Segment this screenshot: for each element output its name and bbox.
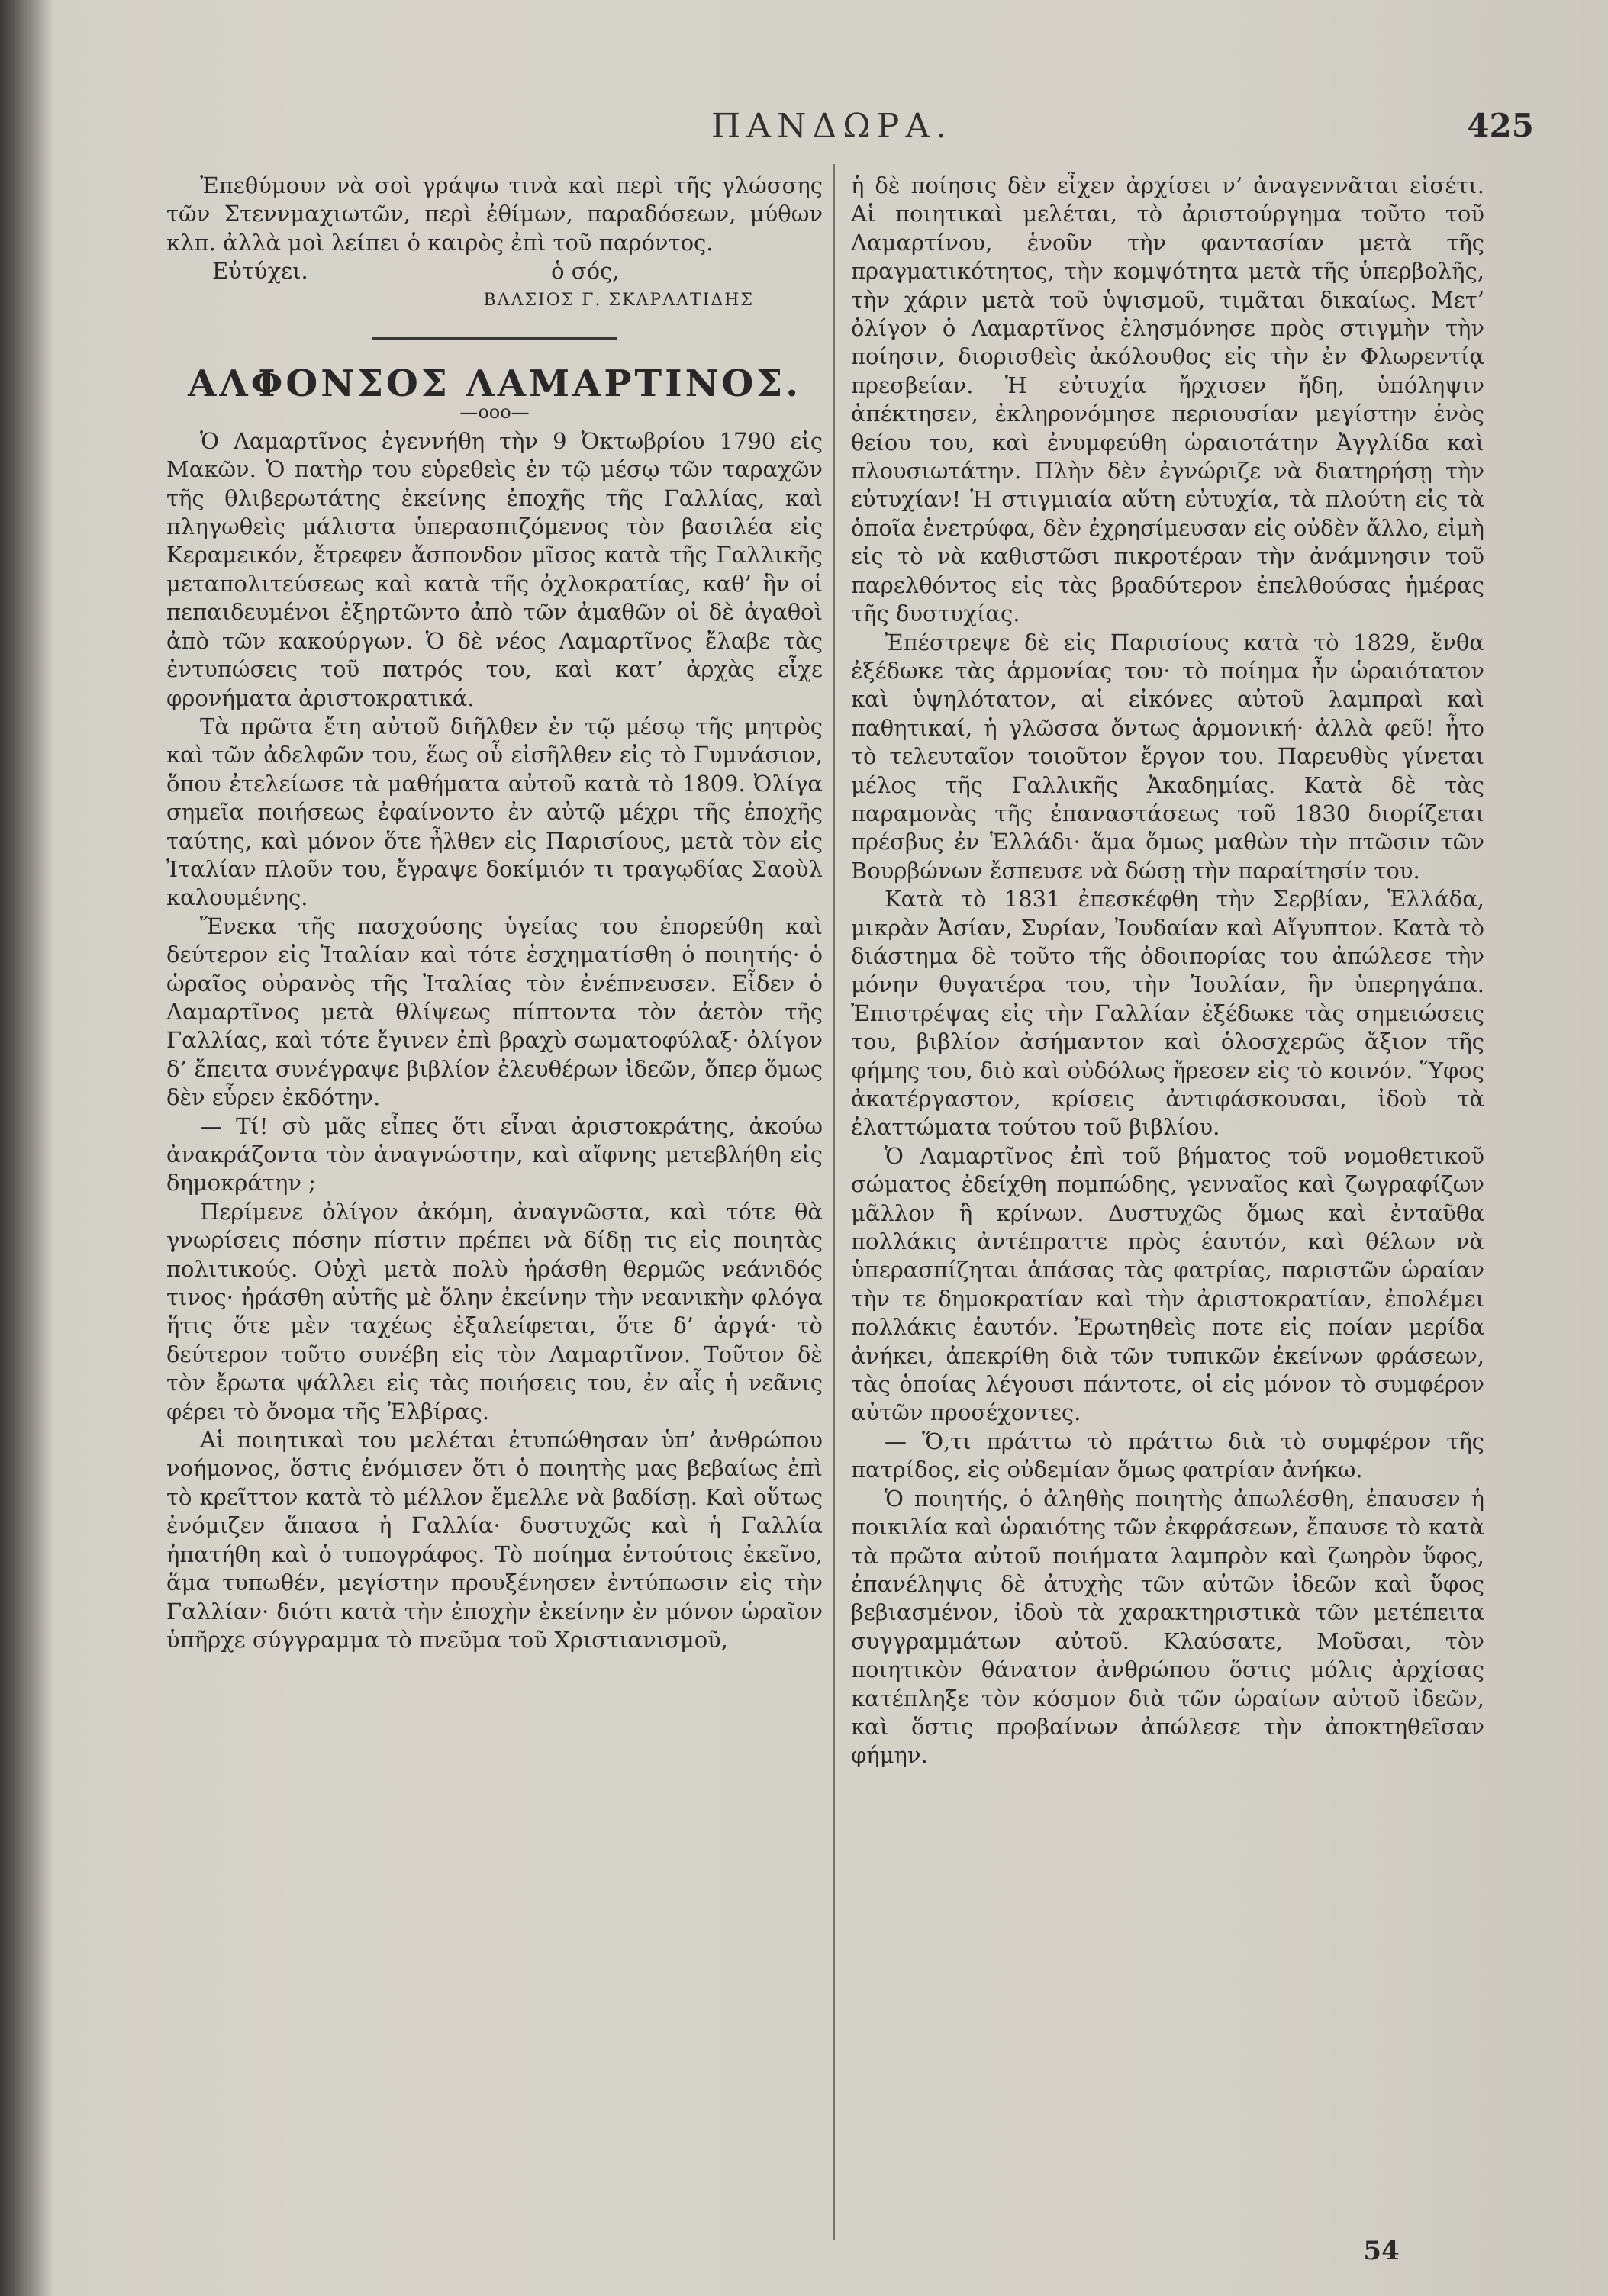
section-separator-rule [372, 337, 617, 340]
article-paragraph: Αἱ ποιητικαὶ του μελέται ἐτυπώθησαν ὑπ’ ἀνθρώπου νοήμονος, ὅστις ἐνόμισεν ὅτι ὁ ποιητὴς μας βεβαίως ἐπὶ τὸ κρεῖττον κατὰ τὸ μέλλον ἔμελλε νὰ βαδίσῃ. Καὶ οὕτως ἐνόμιζεν ἅπασα ἡ Γαλλία· δυστυχῶς καὶ ἡ Γαλλία ἠπατήθη καὶ ὁ τυπογράφος. Τὸ ποίημα ἐντούτοις ἐκεῖνο, ἅμα τυπωθέν, μεγίστην προυξένησεν ἐντύπωσιν εἰς τὴν Γαλλίαν· διότι κατὰ τὴν ἐποχὴν ἐκείνην ἐν μόνον ὡραῖον ὑπῆρχε σύγγραμμα τὸ πνεῦμα τοῦ Χριστιανισμοῦ, [166, 1427, 823, 1653]
signoff-yours: ὁ σός, [551, 258, 620, 285]
column-divider [833, 164, 835, 2240]
article-quote: — Ὅ,τι πράττω τὸ πράττω διὰ τὸ συμφέρον τῆς πατρίδος, εἰς οὐδεμίαν ὅμως φατρίαν ἀνήκω. [851, 1428, 1484, 1483]
printer-signature-mark: 54 [1363, 2236, 1400, 2266]
book-binding-edge [0, 0, 53, 2296]
article-paragraph: Τὰ πρῶτα ἔτη αὐτοῦ διῆλθεν ἐν τῷ μέσῳ τῆς μητρὸς καὶ τῶν ἀδελφῶν του, ἕως οὗ εἰσῆλθεν εἰς τὸ Γυμνάσιον, ὅπου ἐτελείωσε τὰ μαθήματα αὐτοῦ κατὰ τὸ 1809. Ὀλίγα σημεῖα ποιήσεως ἐφαίνοντο ἐν αὐτῷ μέχρι τῆς ἐποχῆς ταύτης, καὶ μόνον ὅτε ἦλθεν εἰς Παρισίους, μετὰ τὸν εἰς Ἰταλίαν πλοῦν του, ἔγραψε δοκίμιόν τι τραγῳδίας Σαοὺλ καλουμένης. [166, 713, 823, 911]
page-number: 425 [1467, 107, 1534, 144]
letter-author: ΒΛΑΣΙΟΣ Γ. ΣΚΑΡΛΑΤΙΔΗΣ [483, 290, 754, 310]
article-paragraph: Κατὰ τὸ 1831 ἐπεσκέφθη τὴν Σερβίαν, Ἑλλάδα, μικρὰν Ἀσίαν, Συρίαν, Ἰουδαίαν καὶ Αἴγυπτον. Κατὰ τὸ διάστημα δὲ τοῦτο τῆς ὁδοιπορίας του ἀπώλεσε τὴν μόνην θυγατέρα του, τὴν Ἰουλίαν, ἣν ὑπερηγάπα. Ἐπιστρέψας εἰς τὴν Γαλλίαν ἐξέδωκε τὰς σημειώσεις του, βιβλίον ἀσήμαντον καὶ ὁλοσχερῶς ἄξιον τῆς φήμης του, διὸ καὶ οὐδόλως ἤρεσεν εἰς τὸ κοινόν. Ὕφος ἀκατέργαστον, κρίσεις ἀντιφάσκουσαι, ἰδοὺ τὰ ἐλαττώματα τούτου τοῦ βιβλίου. [851, 886, 1484, 1141]
left-column [166, 172, 823, 2232]
article-paragraph: Ὁ Λαμαρτῖνος ἐγεννήθη τὴν 9 Ὀκτωβρίου 1790 εἰς Μακῶν. Ὁ πατὴρ του εὑρεθεὶς ἐν τῷ μέσῳ τῶν ταραχῶν τῆς θλιβερωτάτης ἐκείνης ἐποχῆς τῆς Γαλλίας, καὶ πληγωθεὶς μάλιστα ὑπερασπιζόμενος τὸν βασιλέα εἰς Κεραμεικόν, ἔτρεφεν ἄσπονδον μῖσος κατὰ τῆς Γαλλικῆς μεταπολιτεύσεως καὶ κατὰ τῆς ὀχλοκρατίας, καθ’ ἣν οἱ πεπαιδευμένοι ἐξηρτῶντο ἀπὸ τῶν ἀμαθῶν οἱ δὲ ἀγαθοὶ ἀπὸ τῶν κακούργων. Ὁ δὲ νέος Λαμαρτῖνος ἔλαβε τὰς ἐντυπώσεις τοῦ πατρός του, καὶ κατ’ ἀρχὰς εἶχε φρονήματα ἀριστοκρατικά. [166, 427, 823, 711]
article-paragraph: Ἕνεκα τῆς πασχούσης ὑγείας του ἐπορεύθη καὶ δεύτερον εἰς Ἰταλίαν καὶ τότε ἐσχηματίσθη ὁ ποιητής· ὁ ὡραῖος οὐρανὸς τῆς Ἰταλίας τὸν ἐνέπνευσεν. Εἶδεν ὁ Λαμαρτῖνος μετὰ θλίψεως πίπτοντα τὸν ἀετὸν τῆς Γαλλίας, καὶ τότε ἔγινεν ἐπὶ βραχὺ σωματοφύλαξ· ὀλίγον δ’ ἔπειτα συνέγραψε βιβλίον ἐλευθέρων ἰδεῶν, ὅπερ ὅμως δὲν εὗρεν ἐκδότην. [166, 913, 823, 1111]
running-header-title: ΠΑΝΔΩΡΑ. [711, 107, 953, 146]
article-paragraph: Ἐπέστρεψε δὲ εἰς Παρισίους κατὰ τὸ 1829, ἔνθα ἐξέδωκε τὰς ἁρμονίας του· τὸ ποίημα ἦν ὡραιότατον καὶ ὑψηλότατον, αἱ εἰκόνες αὐτοῦ λαμπραὶ καὶ παθητικαί, ἡ γλῶσσα ὄντως ἁρμονική· ἀλλὰ φεῦ! ἦτο τὸ τελευταῖον τοιοῦτον ἔργον του. Παρευθὺς γίνεται μέλος τῆς Γαλλικῆς Ἀκαδημίας. Κατὰ δὲ τὰς παραμονὰς τῆς ἐπαναστάσεως τοῦ 1830 διορίζεται πρέσβυς ἐν Ἑλλάδι· ἅμα ὅμως μαθὼν τὴν πτῶσιν τῶν Βουρβώνων ἔσπευσε νὰ δώσῃ τὴν παραίτησίν του. [851, 629, 1484, 884]
right-column [851, 172, 1484, 2232]
article-paragraph: Ὁ Λαμαρτῖνος ἐπὶ τοῦ βήματος τοῦ νομοθετικοῦ σώματος ἐδείχθη πομπώδης, γενναῖος καὶ ζωγραφίζων μᾶλλον ἢ κρίνων. Δυστυχῶς ὅμως καὶ ἐνταῦθα πολλάκις ἀντέπραττε πρὸς ἑαυτόν, καὶ θέλων νὰ ὑπερασπίζηται ἁπάσας τὰς φατρίας, παριστῶν ὡραίαν τὴν τε δημοκρατίαν καὶ τὴν ἀριστοκρατίαν, ἐπολέμει πολλάκις ἑαυτόν. Ἐρωτηθεὶς ποτε εἰς ποίαν μερίδα ἀνήκει, ἀπεκρίθη διὰ τῶν τυπικῶν ἐκείνων φράσεων, τὰς ὁποίας λέγουσι πάντοτε, οἱ εἰς μόνον τὸ συμφέρον αὐτῶν προσέχοντες. [851, 1142, 1484, 1426]
letter-signoff [166, 257, 823, 285]
article-paragraph: — Τί! σὺ μᾶς εἶπες ὅτι εἶναι ἀριστοκράτης, ἀκούω ἀνακράζοντα τὸν ἀναγνώστην, καὶ αἴφνης μετεβλήθη εἰς δημοκράτην ; [166, 1113, 823, 1196]
article-headline: ΑΛΦΟΝΣΟΣ ΛΑΜΑΡΤΙΝΟΣ. [188, 362, 801, 406]
headline-ornament: —οοο— [459, 401, 530, 423]
article-paragraph-continued: ἡ δὲ ποίησις δὲν εἶχεν ἀρχίσει ν’ ἀναγεννᾶται εἰσέτι. Αἱ ποιητικαὶ μελέται, τὸ ἀριστούργημα τοῦτο τοῦ Λαμαρτίνου, ἑνοῦν τὴν φαντασίαν μετὰ τῆς πραγματικότητος, τὴν κομψότητα μετὰ τῆς ὑπερβολῆς, τὴν χάριν μετὰ τοῦ ὑψισμοῦ, τιμᾶται δικαίως. Μετ’ ὀλίγον ὁ Λαμαρτῖνος ἐλησμόνησε πρὸς στιγμὴν τὴν ποίησιν, διορισθεὶς ἀκόλουθος εἰς τὴν ἐν Φλωρεντίᾳ πρεσβείαν. Ἡ εὐτυχία ἤρχισεν ἤδη, ὑπόληψιν ἀπέκτησεν, ἐκληρονόμησε περιουσίαν μεγίστην ἑνὸς θείου του, καὶ ἐνυμφεύθη ὡραιοτάτην Ἀγγλίδα καὶ πλουσιωτάτην. Πλὴν δὲν ἐγνώριζε νὰ διατηρήσῃ τὴν εὐτυχίαν! Ἡ στιγμιαία αὕτη εὐτυχία, τὰ πλούτη εἰς τὰ ὁποῖα ἐνετρύφα, δὲν ἐχρησίμευσαν εἰς οὐδὲν ἄλλο, εἰμὴ εἰς τὸ νὰ καθιστῶσι πικροτέραν τὴν ἀνάμνησιν τοῦ παρελθόντος εἰς τὰς βραδύτερον ἐπελθούσας ἡμέρας τῆς δυστυχίας. [851, 172, 1484, 627]
letter-closing-paragraph: Ἐπεθύμουν νὰ σοὶ γράψω τινὰ καὶ περὶ τῆς γλώσσης τῶν Στεννμαχιωτῶν, περὶ ἐθίμων, παραδόσεων, μύθων κλπ. ἀλλὰ μοὶ λείπει ὁ καιρὸς ἐπὶ τοῦ παρόντος. [166, 172, 823, 256]
article-paragraph: Ὁ ποιητής, ὁ ἀληθὴς ποιητὴς ἀπωλέσθη, ἐπαυσεν ἡ ποικιλία καὶ ὡραιότης τῶν ἐκφράσεων, ἔπαυσε τὸ κατὰ τὰ πρῶτα αὐτοῦ ποιήματα λαμπρὸν καὶ ζωηρὸν ὕφος, ἐπανέληψις δὲ ἀτυχὴς τῶν αὐτῶν ἰδεῶν καὶ ὕφος βεβιασμένον, ἰδοὺ τὰ χαρακτηριστικὰ τῶν μετέπειτα συγγραμμάτων αὐτοῦ. Κλαύσατε, Μοῦσαι, τὸν ποιητικὸν θάνατον ἀνθρώπου ὅστις μόλις ἀρχίσας κατέπληξε τὸν κόσμον διὰ τῶν ὡραίων αὐτοῦ ἰδεῶν, καὶ ὅστις προβαίνων ἀπώλεσε τὴν ἀποκτηθεῖσαν φήμην. [851, 1485, 1484, 1769]
article-paragraph: Περίμενε ὀλίγον ἀκόμη, ἀναγνῶστα, καὶ τότε θὰ γνωρίσεις πόσην πίστιν πρέπει νὰ δίδῃ τις εἰς ποιητὰς πολιτικούς. Οὐχὶ μετὰ πολὺ ἠράσθη θερμῶς νεάνιδός τινος· ἠράσθη αὐτῆς μὲ ὅλην ἐκείνην τὴν νεανικὴν φλόγα ἥτις ὅτε μὲν ταχέως ἐξαλείφεται, ὅτε δ’ ἀργά· τὸ δεύτερον τοῦτο συνέβη εἰς τὸν Λαμαρτῖνον. Τοῦτον δὲ τὸν ἔρωτα ψάλλει εἰς τὰς ποιήσεις του, ἐν αἷς ἡ νεᾶνις φέρει τὸ ὄνομα τῆς Ἐλβίρας. [166, 1198, 823, 1425]
signoff-farewell: Εὐτύχει. [212, 258, 308, 285]
